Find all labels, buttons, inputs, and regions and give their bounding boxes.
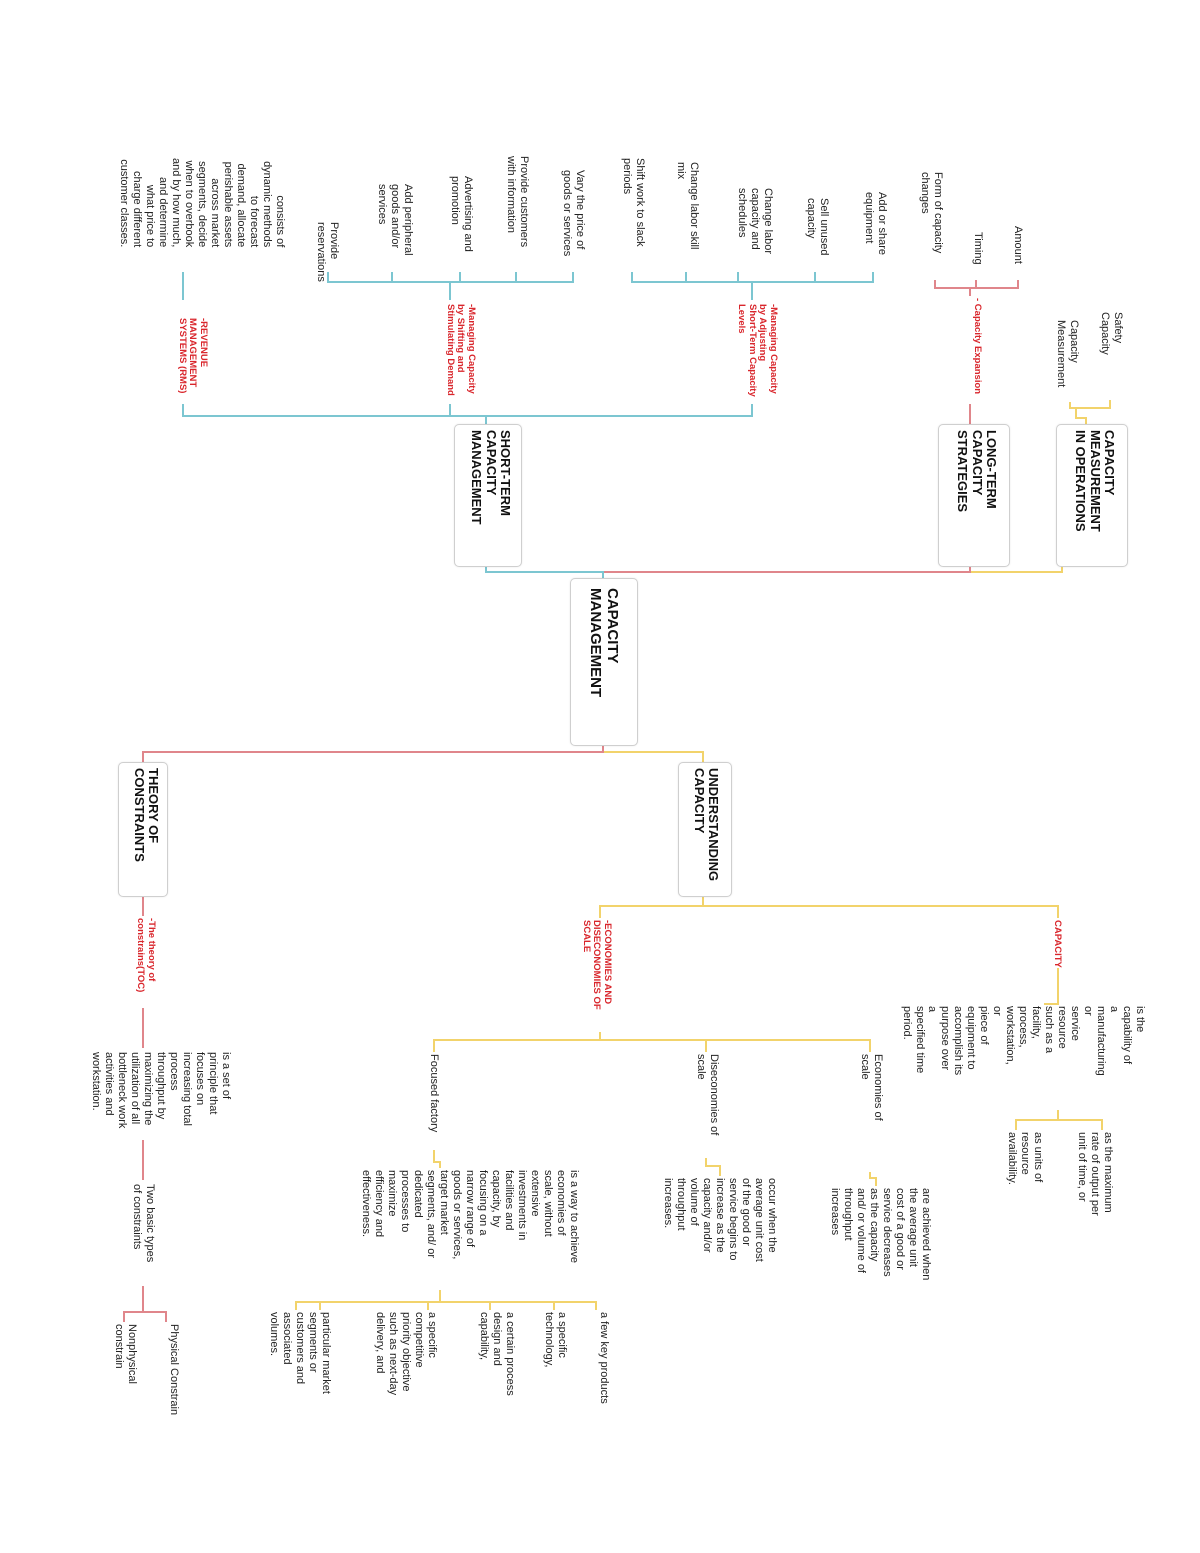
connector-ff-items [296, 1290, 596, 1310]
capacity-measurement-node: Capacity Measurement [1055, 320, 1080, 388]
connector-ff-desc [434, 1150, 440, 1168]
connector-shifting-items [328, 272, 573, 300]
economies-of-scale-desc: are achieved when the average unit cost of a good or service decreases as the capacity and/ or volume of throughput increases [829, 1188, 932, 1281]
connector-short-term-branches [183, 404, 752, 424]
capacity-definition: is the capability of a manufacturing or service resource such as a facility, process, workstation, or piece of equipment to accomplish its purpose over a specified time period. [900, 1006, 1146, 1076]
connector-root-long-term [603, 565, 970, 578]
nonphysical-constraint-node: Nonphysical constrain [113, 1324, 138, 1384]
change-labor-capacity-node: Change labor capacity and schedules [736, 188, 774, 255]
diseconomies-node: Diseconomies of scale [695, 1054, 720, 1136]
safety-capacity-node: Safety Capacity [1099, 312, 1124, 355]
capacity-expansion-label: - Capacity Expansion [972, 298, 983, 395]
adjusting-capacity-label: -Managing Capacity by Adjusting Short-Term Capacity Levels [736, 304, 779, 397]
connector-measurement-items [1070, 400, 1110, 424]
change-labor-skill-node: Change labor skill mix [675, 162, 700, 250]
connector-dis-desc [706, 1158, 720, 1176]
connector-economies-items [434, 1032, 870, 1052]
shifting-demand-label: -Managing Capacity by Shifting and Stimulating Demand [444, 304, 477, 396]
peripheral-goods-node: Add peripheral goods and/or services [376, 184, 414, 256]
focused-factory-desc: is a way to achieve economies of scale, without extensive investments in facilities and capacity, by focusing on a narrow range of goods or services, target market segments, and/ or dedicated processes to maximize efficiency and effectiveness. [360, 1170, 580, 1263]
toc-description: is a set of principle that focuses on increasing total process throughput by maximizing the utilization of all bottleneck work activities and workstation. [90, 1052, 232, 1129]
vary-price-node: Vary the price of goods or services [561, 170, 586, 257]
ff-item-priority: a specific competitive priority objective such as next-day delivery, and [374, 1312, 438, 1396]
capacity-measurement-title: CAPACITY MEASUREMENT IN OPERATIONS [1073, 430, 1117, 532]
rms-label: -REVENUE MANAGEMENT SYSTEMS (RMS) [176, 318, 209, 394]
timing-node: Timing [972, 232, 984, 265]
sell-unused-capacity-node: Sell unused capacity [805, 198, 830, 256]
capacity-max-rate: as the maximum rate of output per unit of time, or [1076, 1132, 1114, 1216]
advertising-node: Advertising and promotion [449, 176, 474, 252]
short-term-title: SHORT-TERM CAPACITY MANAGEMENT [469, 430, 513, 525]
provide-information-node: Provide customers with information [505, 156, 530, 248]
connector-adjusting-items [632, 272, 873, 300]
connector-root-toc [143, 744, 603, 762]
rms-description: consists of dynamic methods to forecast demand, allocate perishable assets across market segments, decide when to overbook and by how much, and determine what price to charge different customer classes. [118, 158, 286, 248]
connector-understanding-branches [600, 895, 1058, 918]
toc-label: -The theory of constrains(TOC) [135, 918, 157, 993]
ff-item-process: a certain process design and capability, [478, 1312, 516, 1396]
ff-item-segments: particular market segments or customers and associated volumes. [268, 1312, 332, 1394]
economies-label: -ECONOMIES AND DISECONOMIES OF SCALE [580, 920, 613, 1010]
long-term-title: LONG-TERM CAPACITY STRATEGIES [955, 430, 999, 513]
root-node-title: CAPACITY MANAGEMENT [587, 588, 621, 698]
add-share-equipment-node: Add or share equipment [863, 192, 888, 255]
focused-factory-node: Focused factory [428, 1054, 440, 1133]
physical-constraint-node: Physical Constrain [168, 1324, 180, 1416]
connector-capacity-def [1044, 968, 1058, 1004]
understanding-title: UNDERSTANDING CAPACITY [691, 768, 721, 882]
amount-node: Amount [1012, 226, 1024, 264]
toc-types-node: Two basic types of constraints [131, 1184, 156, 1263]
connector-capacity-subs [1016, 1110, 1102, 1130]
reservations-node: Provide reservations [315, 222, 340, 282]
capacity-label: CAPACITY [1052, 920, 1063, 968]
toc-title: THEORY OF CONSTRAINTS [131, 768, 161, 862]
ff-item-products: a few key products [598, 1312, 610, 1404]
shift-work-node: Shift work to slack periods [621, 158, 646, 247]
connector-eos-desc [870, 1172, 876, 1186]
economies-of-scale-node: Economies of scale [859, 1054, 884, 1121]
form-of-capacity-node: Form of capacity changes [919, 172, 944, 254]
ff-item-technology: a specific technology, [543, 1312, 568, 1368]
capacity-resource-units: as units of resource availability. [1006, 1132, 1044, 1185]
connector-root-understanding [603, 744, 703, 762]
diseconomies-desc: occur when the average unit cost of the good or service begins to increase as the capacity and/or volume of throughput increases. [662, 1178, 778, 1262]
